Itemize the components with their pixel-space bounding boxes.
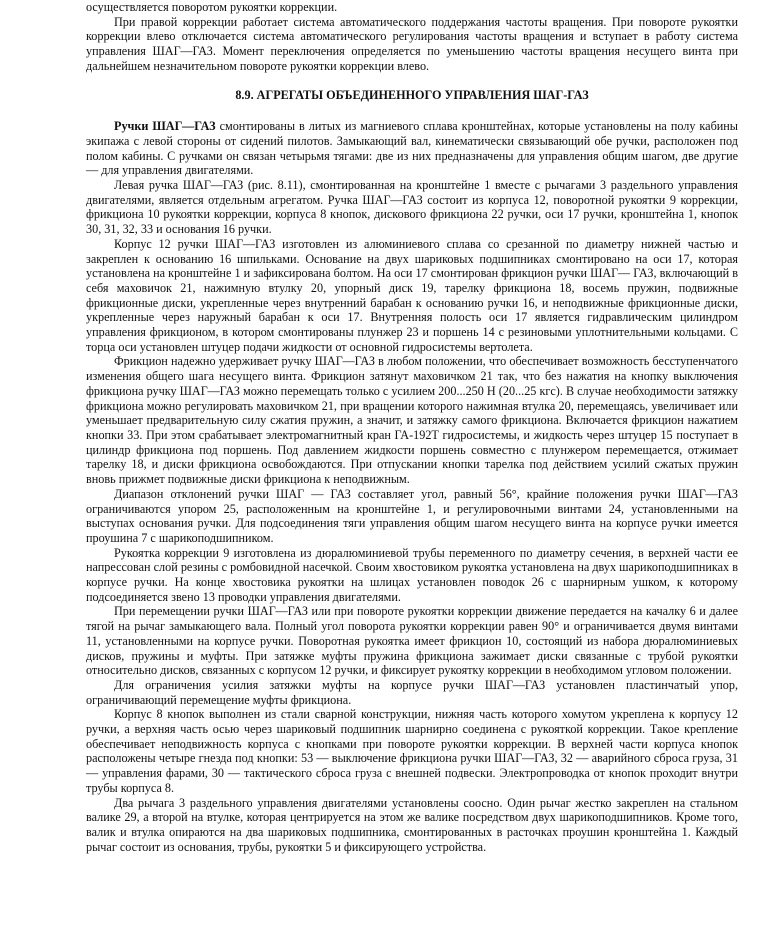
paragraph-movement: При перемещении ручки ШАГ—ГАЗ или при повороте рукоятки коррекции движение передается на качалку 6 и далее тягой на рычаг замыкающего вала. Полный угол поворота рукоятки коррекции равен 90° и ограничивается двумя винтами 11, установленными на корпусе ручки. Поворотная рукоятка имеет фрикцион 10, состоящий из набора дюралюминиевых дисков, пружины и муфты. При затяжке муфты пружина фрикциона зажимает диски связанные с трубой рукоятки относительно дисков, связанных с корпусом 12 ручки, и фиксирует рукоятку коррекции в необходимом угловом положении.: [86, 604, 738, 678]
section-heading: 8.9. АГРЕГАТЫ ОБЪЕДИНЕННОГО УПРАВЛЕНИЯ ШАГ-ГАЗ: [235, 87, 589, 102]
paragraph-engine-levers: Два рычага 3 раздельного управления двигателями установлены соосно. Один рычаг жестко закреплен на стальном валике 29, а второй на втулке, которая центрируется на этом же валике посредством двух шарикоподшипников. Кроме того, валик и втулка опираются на два шариковых подшипника, смонтированных в расточках проушин кронштейна 1. Каждый рычаг состоит из основания, трубы, рукоятки 5 и фиксирующего устройства.: [86, 795, 738, 854]
paragraph-correction-grip: Рукоятка коррекции 9 изготовлена из дюралюминиевой трубы переменного по диаметру сечения, в верхней части ее напрессован слой резины с ромбовидной насечкой. Своим хвостовиком рукоятка установлена на двух шарикоподшипниках в корпусе ручки. На конце хвостовика рукоятки на шлицах установлен поводок 26 с шарнирным ушком, к которому подсоединяется звено 13 проводки управления двигателями.: [86, 545, 738, 604]
paragraph-intro: [86, 119, 738, 178]
paragraph-correction: При правой коррекции работает система автоматического поддержания частоты вращения. При повороте рукоятки коррекции влево отключается система автоматического регулирования частоты вращения и вступает в работу система управления ШАГ—ГАЗ. Момент переключения определяется по уменьшению частоты вращения несущего винта при дальнейшем незначительном повороте рукоятки коррекции влево.: [86, 14, 738, 73]
paragraph-stop: Для ограничения усилия затяжки муфты на корпусе ручки ШАГ—ГАЗ установлен пластинчатый упор, ограничивающий перемещение муфты фрикциона.: [86, 677, 738, 707]
bold-lead-term: Ручки ШАГ—ГАЗ: [114, 119, 216, 134]
paragraph-deflection-range: Диапазон отклонений ручки ШАГ — ГАЗ составляет угол, равный 56°, крайние положения ручки ШАГ—ГАЗ ограничиваются упором 25, расположенным на кронштейне 1, и регулировочными винтами 24, установленными на выступах основания ручки. Для подсоединения тяги управления общим шагом несущего винта на корпусе ручки имеется проушина 7 с шарикоподшипником.: [86, 486, 738, 545]
paragraph-handle-body: Корпус 12 ручки ШАГ—ГАЗ изготовлен из алюминиевого сплава со срезанной по диаметру нижней частью и закреплен к основанию 16 шпильками. Основание на двух шариковых подшипниках смонтировано на оси 17, которая установлена на кронштейне 1 и зафиксирована болтом. На оси 17 смонтирован фрикцион ручки ШАГ— ГАЗ, включающий в себя маховичок 21, нажимную втулку 20, упорный диск 19, тарелку фрикциона 18, восемь пружин, подвижные фрикционные диски, укрепленные через внутренний барабан к основанию ручки 16, и неподвижные фрикционные диски, укрепленные через наружный барабан к оси 17. Внутренняя полость оси 17 является гидравлическим цилиндром управления фрикционом, в котором смонтированы плунжер 23 и поршень 14 с резиновыми уплотнительными кольцами. С торца оси установлен штуцер подачи жидкости от основной гидросистемы вертолета.: [86, 236, 738, 354]
paragraph-intro-text: смонтированы в литых из магниевого сплава кронштейнах, которые установлены на полу кабины экипажа с левой стороны от сидений пилотов. Замыкающий вал, кинематически связывающий обе ручки, расположен под полом кабины. С ручками он связан четырьмя тягами: две из них предназначены для управления общим шагом, две другие — для управления двигателями.: [86, 119, 738, 178]
paragraph-friction: Фрикцион надежно удерживает ручку ШАГ—ГАЗ в любом положении, что обеспечивает возможность бесступенчатого изменения общего шага несущего винта. Фрикцион затянут маховичком 21 так, что без нажатия на кнопку выключения фрикциона ручку ШАГ—ГАЗ можно перемещать только с усилием 200...250 Н (20...25 кгс). В случае необходимости затяжку фрикциона можно регулировать маховичком 21, при вращении которого нажимная втулка 20, перемещаясь, увеличивает или уменьшает предварительную силу сжатия пружин, а значит, и затяжку самого фрикциона. Включается фрикцион нажатием кнопки 33. При этом срабатывает электромагнитный кран ГА-192Т гидросистемы, и жидкость через штуцер 15 поступает в цилиндр фрикциона под поршень. Под давлением жидкости поршень совместно с плунжером перемещается, отжимает тарелку 18, и диски фрикциона освобождаются. При отпускании кнопки тарелка под действием усилий сжатых пружин вновь прижмет подвижные диски фрикциона к неподвижным.: [86, 354, 738, 487]
paragraph-continued: осуществляется поворотом рукоятки коррекции.: [86, 0, 338, 14]
paragraph-left-handle: Левая ручка ШАГ—ГАЗ (рис. 8.11), смонтированная на кронштейне 1 вместе с рычагами 3 раздельного управления двигателями, является отдельным агрегатом. Ручка ШАГ—ГАЗ состоит из корпуса 12, поворотной рукоятки 9 коррекции, фрикциона 10 рукоятки коррекции, корпуса 8 кнопок, дискового фрикциона 22 ручки, оси 17 ручки, кронштейна 1, кнопок 30, 31, 32, 33 и основания 16 ручки.: [86, 178, 738, 237]
paragraph-button-housing: Корпус 8 кнопок выполнен из стали сварной конструкции, нижняя часть которого хомутом укреплена к корпусу 12 ручки, а верхняя часть осью через шариковый подшипник шарнирно соединена с рукояткой коррекции. Такое крепление обеспечивает неподвижность корпуса с кнопками при повороте рукоятки коррекции. В верхней части корпуса кнопок расположены четыре гнезда под кнопки: 53 — выключение фрикциона ручки ШАГ—ГАЗ, 32 — аварийного сброса груза, 31 — управления фарами, 30 — тактического сброса груза с внешней подвески. Электропроводка от кнопок проходит внутри трубы корпуса 8.: [86, 707, 738, 795]
